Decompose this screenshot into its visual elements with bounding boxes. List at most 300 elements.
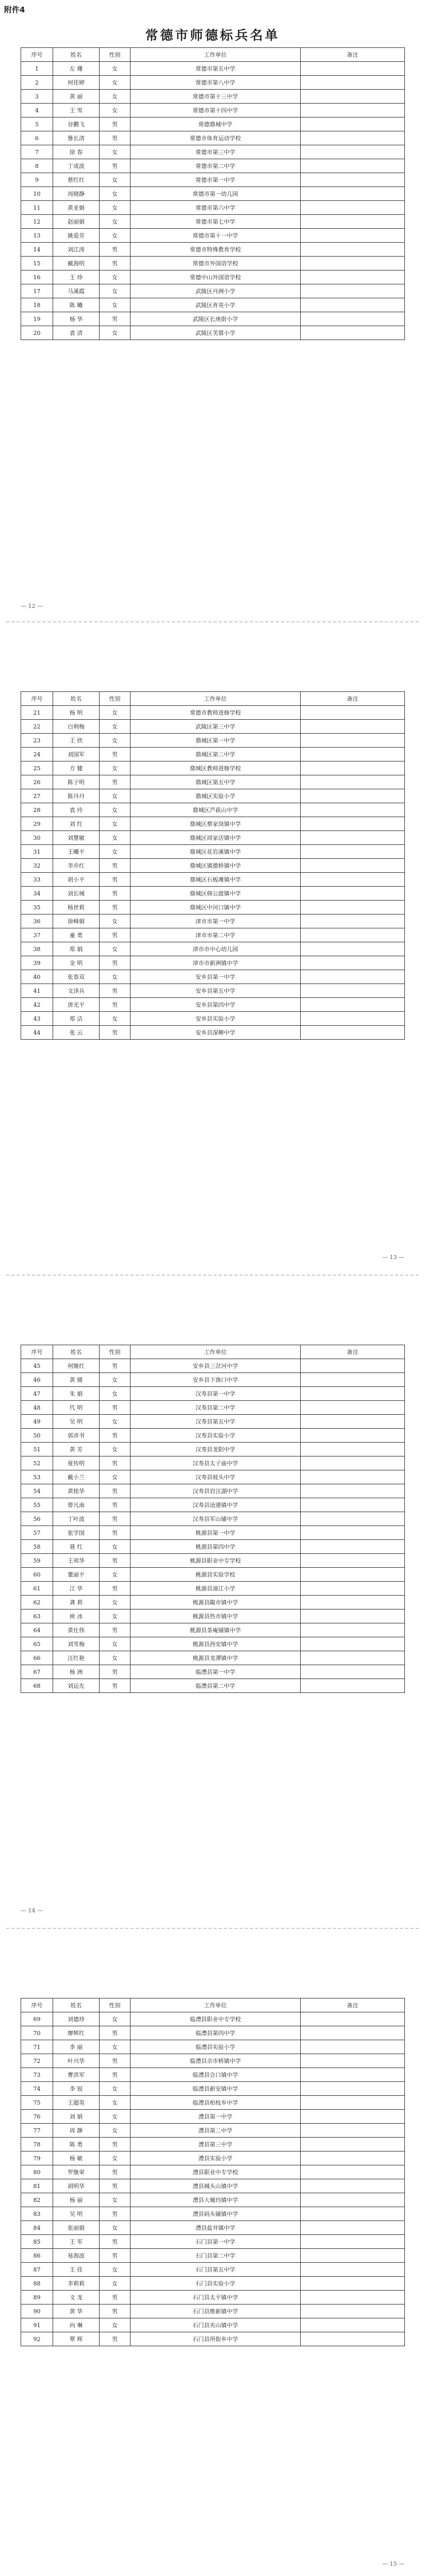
cell-index: 48 — [21, 1401, 53, 1415]
table-row — [21, 942, 405, 956]
cell-note — [301, 873, 405, 887]
cell-sex: 女 — [100, 201, 130, 215]
cell-index: 23 — [21, 734, 53, 748]
cell-sex: 女 — [100, 1470, 130, 1484]
cell-unit: 临澧县第一中学 — [130, 1665, 301, 1679]
cell-unit: 汉寿县坡头中学 — [130, 1470, 301, 1484]
table-header-row — [21, 1998, 405, 2012]
cell-unit: 鼎城区第二中学 — [130, 748, 301, 761]
cell-note — [301, 76, 405, 90]
cell-note — [301, 1526, 405, 1540]
header-unit: 工作单位 — [130, 1345, 301, 1359]
cell-note — [301, 1401, 405, 1415]
cell-name: 朱 娟 — [53, 1387, 100, 1401]
cell-index: 13 — [21, 229, 53, 243]
cell-unit: 鼎城区实验小学 — [130, 789, 301, 803]
cell-note — [301, 845, 405, 859]
table-row — [21, 1623, 405, 1637]
cell-index: 84 — [21, 2221, 53, 2235]
cell-index: 7 — [21, 145, 53, 159]
cell-note — [301, 998, 405, 1012]
cell-sex: 男 — [100, 2304, 130, 2318]
cell-note — [301, 1623, 405, 1637]
cell-sex: 男 — [100, 159, 130, 173]
table-row — [21, 2026, 405, 2040]
table-row — [21, 2207, 405, 2221]
table-row — [21, 2068, 405, 2082]
cell-sex: 女 — [100, 2151, 130, 2165]
cell-note — [301, 1568, 405, 1582]
table-row — [21, 229, 405, 243]
cell-note — [301, 720, 405, 734]
cell-index: 17 — [21, 284, 53, 298]
table-row — [21, 2249, 405, 2263]
cell-name: 陈子明 — [53, 775, 100, 789]
cell-unit: 汉寿县沧港镇中学 — [130, 1498, 301, 1512]
cell-name: 廖辉红 — [53, 2026, 100, 2040]
cell-note — [301, 2012, 405, 2026]
cell-name: 黄 媛 — [53, 1373, 100, 1387]
cell-note — [301, 887, 405, 901]
cell-name: 郑 洁 — [53, 1012, 100, 1026]
table-row — [21, 1582, 405, 1596]
cell-note — [301, 2193, 405, 2207]
cell-unit: 常德市特殊教育学校 — [130, 243, 301, 257]
cell-sex: 男 — [100, 873, 130, 887]
cell-unit: 安乡县下渔口中学 — [130, 1373, 301, 1387]
cell-unit: 鼎城区第五中学 — [130, 775, 301, 789]
cell-unit: 常德市体育运动学校 — [130, 131, 301, 145]
cell-sex: 男 — [100, 257, 130, 270]
cell-name: 吴 明 — [53, 1415, 100, 1429]
table-row — [21, 215, 405, 229]
cell-name: 周晓静 — [53, 187, 100, 201]
cell-unit: 常德市第二中学 — [130, 159, 301, 173]
cell-index: 18 — [21, 298, 53, 312]
cell-unit: 石门县太平镇中学 — [130, 2291, 301, 2304]
cell-index: 72 — [21, 2054, 53, 2068]
cell-sex: 女 — [100, 2082, 130, 2096]
cell-name: 何佳婷 — [53, 76, 100, 90]
table-row — [21, 1651, 405, 1665]
table-row — [21, 761, 405, 775]
cell-name: 龚 莉 — [53, 1596, 100, 1609]
cell-note — [301, 1554, 405, 1568]
header-name: 姓名 — [53, 1998, 100, 2012]
cell-sex: 女 — [100, 1012, 130, 1026]
cell-index: 4 — [21, 104, 53, 117]
cell-note — [301, 1582, 405, 1596]
cell-sex: 女 — [100, 1568, 130, 1582]
table-row — [21, 1012, 405, 1026]
cell-index: 16 — [21, 270, 53, 284]
cell-sex: 女 — [100, 2124, 130, 2138]
cell-index: 10 — [21, 187, 53, 201]
cell-name: 王 军 — [53, 2235, 100, 2249]
cell-unit: 常德鼎城中学 — [130, 117, 301, 131]
cell-index: 20 — [21, 326, 53, 340]
cell-index: 52 — [21, 1456, 53, 1470]
cell-index: 40 — [21, 970, 53, 984]
cell-sex: 男 — [100, 901, 130, 914]
header-note: 备注 — [301, 48, 405, 62]
table-row — [21, 901, 405, 914]
table-row — [21, 201, 405, 215]
table-row — [21, 873, 405, 887]
cell-sex: 男 — [100, 2332, 130, 2346]
cell-sex: 男 — [100, 748, 130, 761]
header-unit: 工作单位 — [130, 1998, 301, 2012]
cell-unit: 临澧县实验小学 — [130, 2040, 301, 2054]
cell-sex: 女 — [100, 1387, 130, 1401]
cell-unit: 澧县城头山镇中学 — [130, 2179, 301, 2193]
cell-note — [301, 2291, 405, 2304]
cell-unit: 桃源县第一中学 — [130, 1526, 301, 1540]
header-unit: 工作单位 — [130, 48, 301, 62]
cell-note — [301, 201, 405, 215]
table-row — [21, 1443, 405, 1456]
cell-unit: 汉寿县岩汪湖中学 — [130, 1484, 301, 1498]
table-row — [21, 2151, 405, 2165]
cell-note — [301, 2304, 405, 2318]
header-note: 备注 — [301, 1998, 405, 2012]
cell-note — [301, 2207, 405, 2221]
table-row — [21, 2332, 405, 2346]
cell-name: 黄铭华 — [53, 1484, 100, 1498]
cell-sex: 男 — [100, 1554, 130, 1568]
table-row — [21, 1498, 405, 1512]
cell-name: 王 佳 — [53, 2263, 100, 2277]
cell-unit: 汉寿县龙阳中学 — [130, 1443, 301, 1456]
cell-name: 胡小平 — [53, 873, 100, 887]
cell-index: 11 — [21, 201, 53, 215]
cell-note — [301, 1540, 405, 1554]
cell-unit: 澧县实验小学 — [130, 2151, 301, 2165]
cell-index: 60 — [21, 1568, 53, 1582]
cell-note — [301, 1359, 405, 1373]
cell-sex: 女 — [100, 173, 130, 187]
cell-unit: 澧县第一中学 — [130, 2110, 301, 2124]
cell-sex: 男 — [100, 1401, 130, 1415]
attachment-label: 附件4 — [4, 5, 25, 14]
cell-index: 29 — [21, 817, 53, 831]
cell-unit: 津市市新洲镇中学 — [130, 956, 301, 970]
cell-unit: 常德市第六中学 — [130, 201, 301, 215]
cell-name: 周 静 — [53, 2124, 100, 2138]
cell-name: 丁叶波 — [53, 1512, 100, 1526]
cell-sex: 女 — [100, 1373, 130, 1387]
cell-index: 1 — [21, 62, 53, 76]
table-row — [21, 2124, 405, 2138]
cell-name: 郭彦书 — [53, 1429, 100, 1443]
cell-note — [301, 789, 405, 803]
table-row — [21, 243, 405, 257]
cell-sex: 男 — [100, 1429, 130, 1443]
cell-name: 董丽平 — [53, 1568, 100, 1582]
cell-sex: 女 — [100, 270, 130, 284]
name-table — [21, 1345, 405, 1693]
table-row — [21, 720, 405, 734]
cell-note — [301, 2263, 405, 2277]
cell-note — [301, 2124, 405, 2138]
table-row — [21, 284, 405, 298]
cell-sex: 男 — [100, 1623, 130, 1637]
cell-index: 90 — [21, 2304, 53, 2318]
cell-name: 鲁长清 — [53, 131, 100, 145]
table-row — [21, 1568, 405, 1582]
table-row — [21, 1665, 405, 1679]
cell-index: 26 — [21, 775, 53, 789]
cell-name: 汪红艳 — [53, 1651, 100, 1665]
cell-unit: 常德市第一幼儿园 — [130, 187, 301, 201]
cell-note — [301, 62, 405, 76]
cell-index: 59 — [21, 1554, 53, 1568]
cell-note — [301, 706, 405, 720]
table-row — [21, 998, 405, 1012]
cell-unit: 常德市外国语学校 — [130, 257, 301, 270]
cell-name: 聂 红 — [53, 1540, 100, 1554]
cell-name: 白利梅 — [53, 720, 100, 734]
table-row — [21, 1554, 405, 1568]
cell-sex: 男 — [100, 859, 130, 873]
cell-index: 64 — [21, 1623, 53, 1637]
cell-note — [301, 1387, 405, 1401]
cell-note — [301, 1456, 405, 1470]
cell-name: 方 健 — [53, 761, 100, 775]
cell-note — [301, 1373, 405, 1387]
cell-note — [301, 2277, 405, 2291]
cell-unit: 常德市教师进修学校 — [130, 706, 301, 720]
cell-index: 70 — [21, 2026, 53, 2040]
cell-sex: 女 — [100, 761, 130, 775]
cell-index: 65 — [21, 1637, 53, 1651]
cell-index: 73 — [21, 2068, 53, 2082]
table-row — [21, 2235, 405, 2249]
cell-sex: 女 — [100, 914, 130, 928]
cell-unit: 常德市第三中学 — [130, 145, 301, 159]
cell-index: 6 — [21, 131, 53, 145]
cell-unit: 石门县第一中学 — [130, 2235, 301, 2249]
cell-sex: 男 — [100, 2235, 130, 2249]
cell-index: 36 — [21, 914, 53, 928]
cell-note — [301, 1609, 405, 1623]
cell-index: 31 — [21, 845, 53, 859]
header-sex: 性别 — [100, 692, 130, 706]
cell-note — [301, 187, 405, 201]
cell-sex: 女 — [100, 2221, 130, 2235]
cell-unit: 安乡县深柳中学 — [130, 1026, 301, 1040]
cell-sex: 女 — [100, 326, 130, 340]
cell-unit: 武陵区丹洲小学 — [130, 284, 301, 298]
cell-sex: 男 — [100, 2179, 130, 2193]
cell-note — [301, 159, 405, 173]
cell-name: 杨 洲 — [53, 1665, 100, 1679]
cell-note — [301, 243, 405, 257]
table-row — [21, 2221, 405, 2235]
cell-index: 39 — [21, 956, 53, 970]
document-title: 常德市师德标兵名单 — [145, 28, 280, 43]
cell-sex: 女 — [100, 145, 130, 159]
cell-sex: 女 — [100, 2263, 130, 2277]
table-row — [21, 145, 405, 159]
cell-name: 黄 芳 — [53, 1443, 100, 1456]
cell-sex: 女 — [100, 298, 130, 312]
cell-name: 向 琳 — [53, 2318, 100, 2332]
cell-note — [301, 970, 405, 984]
table-row — [21, 970, 405, 984]
cell-index: 37 — [21, 928, 53, 942]
cell-name: 袁 玲 — [53, 803, 100, 817]
cell-note — [301, 145, 405, 159]
page-number: — 12 — — [21, 603, 43, 609]
cell-sex: 女 — [100, 789, 130, 803]
cell-index: 78 — [21, 2138, 53, 2151]
cell-unit: 武陵区第三中学 — [130, 720, 301, 734]
cell-note — [301, 2249, 405, 2263]
cell-name: 曹洪军 — [53, 2068, 100, 2082]
cell-sex: 女 — [100, 803, 130, 817]
cell-unit: 桃源县漳江小学 — [130, 1582, 301, 1596]
cell-index: 57 — [21, 1526, 53, 1540]
cell-note — [301, 901, 405, 914]
cell-note — [301, 1484, 405, 1498]
cell-name: 罗继荣 — [53, 2165, 100, 2179]
cell-name: 李莉莉 — [53, 2277, 100, 2291]
table-row — [21, 1637, 405, 1651]
cell-unit: 石门县第五中学 — [130, 2263, 301, 2277]
cell-unit: 桃源县第四中学 — [130, 1540, 301, 1554]
cell-name: 文泽兵 — [53, 984, 100, 998]
table-row — [21, 131, 405, 145]
cell-index: 91 — [21, 2318, 53, 2332]
cell-unit: 澧县第三中学 — [130, 2138, 301, 2151]
cell-index: 49 — [21, 1415, 53, 1429]
cell-unit: 临澧县第四中学 — [130, 2026, 301, 2040]
cell-note — [301, 2110, 405, 2124]
cell-index: 92 — [21, 2332, 53, 2346]
cell-name: 刘江涛 — [53, 243, 100, 257]
cell-unit: 常德中山外国语学校 — [130, 270, 301, 284]
cell-sex: 男 — [100, 243, 130, 257]
cell-note — [301, 1596, 405, 1609]
table-row — [21, 2138, 405, 2151]
cell-note — [301, 914, 405, 928]
cell-index: 41 — [21, 984, 53, 998]
cell-note — [301, 2082, 405, 2096]
cell-note — [301, 2235, 405, 2249]
cell-index: 30 — [21, 831, 53, 845]
table-row — [21, 748, 405, 761]
cell-name: 王 雪 — [53, 104, 100, 117]
cell-name: 吴 明 — [53, 2207, 100, 2221]
cell-sex: 女 — [100, 2096, 130, 2110]
cell-unit: 汉寿县太子庙中学 — [130, 1456, 301, 1470]
cell-sex: 男 — [100, 984, 130, 998]
cell-unit: 临澧县职业中专学校 — [130, 2012, 301, 2026]
page-separator — [6, 1275, 419, 1276]
table-row — [21, 1596, 405, 1609]
cell-unit: 鼎城区蔡家岗镇中学 — [130, 817, 301, 831]
cell-unit: 鼎城区镇德桥镇中学 — [130, 859, 301, 873]
cell-unit: 常德市第十一中学 — [130, 229, 301, 243]
cell-unit: 安乡县第五中学 — [130, 984, 301, 998]
cell-note — [301, 1415, 405, 1429]
cell-unit: 汉寿县第一中学 — [130, 1387, 301, 1401]
cell-index: 2 — [21, 76, 53, 90]
cell-note — [301, 2221, 405, 2235]
table-row — [21, 914, 405, 928]
cell-index: 34 — [21, 887, 53, 901]
table-row — [21, 1429, 405, 1443]
cell-index: 3 — [21, 90, 53, 104]
table-row — [21, 187, 405, 201]
cell-unit: 常德市第十四中学 — [130, 104, 301, 117]
cell-note — [301, 942, 405, 956]
cell-name: 丁成波 — [53, 159, 100, 173]
table-row — [21, 2304, 405, 2318]
cell-name: 叶兴华 — [53, 2054, 100, 2068]
header-sex: 性别 — [100, 1345, 130, 1359]
table-row — [21, 803, 405, 817]
cell-name: 李 锐 — [53, 2082, 100, 2096]
cell-index: 89 — [21, 2291, 53, 2304]
cell-name: 李乔红 — [53, 859, 100, 873]
cell-sex: 女 — [100, 2110, 130, 2124]
cell-sex: 男 — [100, 775, 130, 789]
cell-name: 姚爱芳 — [53, 229, 100, 243]
cell-name: 黄亚娟 — [53, 201, 100, 215]
cell-unit: 石门县实验小学 — [130, 2277, 301, 2291]
cell-sex: 男 — [100, 1359, 130, 1373]
cell-name: 何继红 — [53, 1359, 100, 1373]
cell-sex: 女 — [100, 720, 130, 734]
cell-unit: 石门县维新镇中学 — [130, 2304, 301, 2318]
cell-note — [301, 284, 405, 298]
table-row — [21, 817, 405, 831]
cell-name: 陈丹丹 — [53, 789, 100, 803]
table-row — [21, 1026, 405, 1040]
cell-sex: 女 — [100, 942, 130, 956]
cell-sex: 女 — [100, 1596, 130, 1609]
table-row — [21, 173, 405, 187]
cell-sex: 女 — [100, 845, 130, 859]
cell-unit: 石门县所街乡中学 — [130, 2332, 301, 2346]
cell-unit: 常德市第七中学 — [130, 215, 301, 229]
cell-sex: 女 — [100, 284, 130, 298]
cell-note — [301, 761, 405, 775]
cell-name: 戴小兰 — [53, 1470, 100, 1484]
cell-sex: 女 — [100, 1415, 130, 1429]
table-row — [21, 117, 405, 131]
cell-sex: 女 — [100, 2277, 130, 2291]
cell-name: 刘雪梅 — [53, 1637, 100, 1651]
cell-sex: 女 — [100, 2193, 130, 2207]
cell-note — [301, 1429, 405, 1443]
cell-unit: 鼎城区中河口镇中学 — [130, 901, 301, 914]
cell-sex: 女 — [100, 2012, 130, 2026]
cell-sex: 女 — [100, 2040, 130, 2054]
cell-name: 文 龙 — [53, 2291, 100, 2304]
table-row — [21, 956, 405, 970]
page-separator — [6, 621, 419, 622]
table-row — [21, 257, 405, 270]
cell-note — [301, 104, 405, 117]
header-name: 姓名 — [53, 48, 100, 62]
cell-unit: 汉寿县第五中学 — [130, 1415, 301, 1429]
cell-name: 王曦平 — [53, 845, 100, 859]
cell-unit: 安乡县第一中学 — [130, 970, 301, 984]
cell-unit: 鼎城区第一中学 — [130, 734, 301, 748]
